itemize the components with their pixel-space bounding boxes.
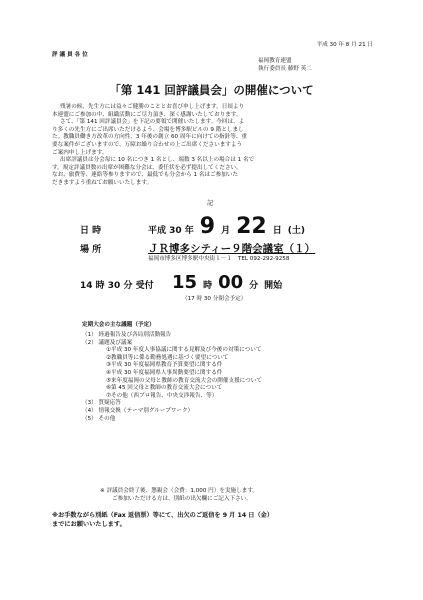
start-minute: 00 (218, 272, 244, 293)
agenda-subitem: ⑤来年度福岡の父母と教師の教育交流大会の開催支援について (106, 377, 262, 384)
start-label: 開始 (264, 281, 283, 291)
document-date: 平成 30 年 8 月 21 日 (316, 42, 373, 48)
date-month-unit: 月 (221, 226, 231, 236)
body-line: 残暑の候、先生方には益々ご健勝のこととお喜び申し上げます。日頃より (60, 104, 245, 110)
place-name: ＪＲ博多シティー９階会議室（１） (148, 243, 316, 255)
ki-mark: 記 (207, 200, 214, 207)
body-line: ご案内申し上げます。 (52, 149, 108, 156)
agenda-item: （4） 情報交換（テーマ別グループワーク） (82, 407, 194, 414)
date-month: 9 (199, 214, 216, 239)
body-line: 本連盟にご参加の中、組織活動にご尽力頂き、深く感謝いたしております。 (52, 111, 242, 118)
date-prefix: 平成 30 年 (148, 226, 194, 236)
start-hour: 15 (172, 272, 198, 293)
place-label: 場 所 (80, 245, 102, 255)
date-day: 22 (236, 214, 267, 239)
agenda-subitem: ②教職員等に係る勤務処遇に基づく要望について (106, 354, 229, 361)
closing-time-note: （17 時 30 分閉会予定） (182, 296, 247, 302)
agenda-item: （2） 議題及び議案 (82, 339, 133, 346)
agenda-list (82, 332, 262, 423)
sender-org: 福岡教育連盟 (258, 58, 292, 64)
start-hour-unit: 時 (203, 281, 213, 291)
date-weekday: (土) (287, 226, 305, 236)
fee-note-line: ご参加いただける方は、別紙の出欠欄にご記入下さい。 (112, 496, 252, 502)
agenda-subitem: ④平成 30 年度福岡県人事異動要望に関する件 (106, 369, 223, 376)
date-label: 日 時 (80, 226, 102, 236)
time-row (80, 272, 282, 293)
closing-line: までにお願いいたします。 (52, 521, 126, 528)
body-line: だきますよう重ねてお願いいたします。 (52, 179, 153, 186)
body-line: り多くの先生方にご出席いただけるよう、会場を博多駅ビルの 9 階としまし (52, 126, 244, 133)
date-row (80, 214, 305, 239)
body-line: す。規定評議員数の出席が困難な分会は、委任状を必ず提出してください。 (52, 164, 242, 171)
agenda-subitem: ①平成 30 年度人事協議に関する見解及び今後の対策について (106, 347, 262, 354)
place-row (80, 241, 315, 256)
body-line: さて、「第 141 回評議員会」を下記の要領で開催いたします。今回は、よ (60, 119, 245, 126)
agenda-heading: 定期大会の主な議題（予定） (82, 322, 155, 328)
agenda-subitem: ⑦その他（西ブロ報告、中央交渉報告、等） (106, 392, 218, 399)
closing-line: ※お手数ながら別紙（Fax 返信票）等にて、出欠のご返信を 9 月 14 日（金） (52, 512, 274, 519)
body-line: 要な案件がございますので、万障お繰り合わせの上ご出席くださいますよう (52, 141, 243, 148)
date-day-unit: 日 (272, 226, 282, 236)
agenda-subitem: ③平成 30 年度福岡県教育予算要望に関する件 (106, 362, 223, 369)
agenda-subitem: ⑥第 45 回父母と教師の教育交流大会について (106, 385, 223, 392)
start-minute-unit: 分 (249, 281, 259, 291)
agenda-item: （5） その他 (82, 415, 116, 422)
document-title: 「第 141 回評議員会」の開催について (109, 83, 314, 97)
address-row (148, 256, 289, 263)
fee-note-line: ※ 評議員会終了後、懇親会（会費：1,000 円）を実施します。 (100, 488, 259, 494)
recipients: 評 議 員 各 位 (52, 52, 88, 58)
body-line: 出席評議員は分会毎に 10 名につき 1 名とし、端数 3 名以上の場合は 1 名で (60, 157, 255, 164)
body-line: た。教職員働き方改革の方向性、3 年後の創立 60 周年に向けての指針等、重 (52, 134, 248, 141)
sender-name: 執行委員長 藤野 英二 (258, 66, 312, 72)
body-line: なお、旅費等、連絡等参りますので、最低でも分会から 1 名はご参加いた (52, 172, 239, 179)
body-text (52, 104, 372, 188)
place-tel: TEL 092-292-9258 (237, 256, 290, 262)
agenda-item: （1） 経過報告及び各局別活動報告 (82, 332, 172, 338)
reception-time: 14 時 30 分 受付 (80, 281, 154, 291)
agenda-item: （3） 質疑応答 (82, 400, 121, 407)
place-address: 福岡市博多区博多駅中央街１－１ (148, 256, 232, 262)
